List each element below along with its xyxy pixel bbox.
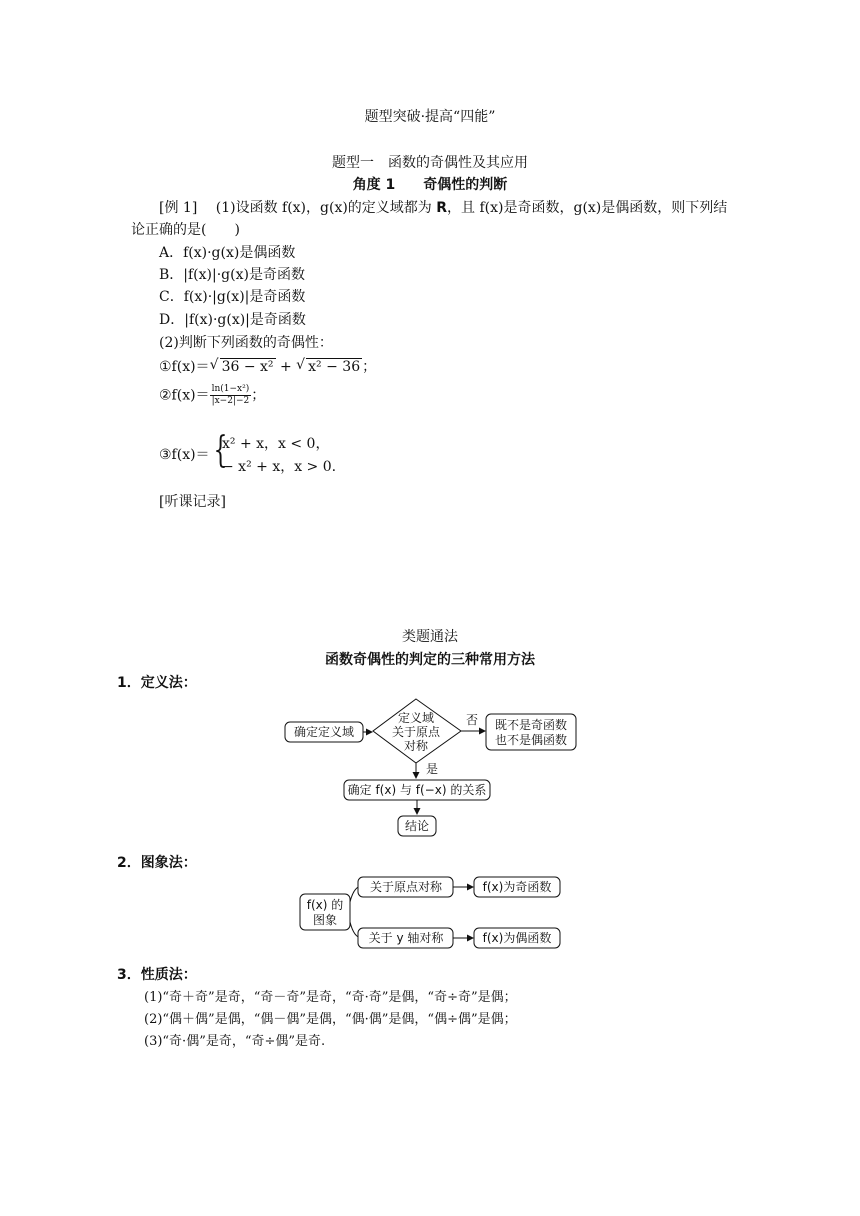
angle-title: 角度 1 奇偶性的判断: [352, 177, 508, 193]
example-part1-a: (1)设函数: [215, 200, 283, 216]
f2-fraction: [210, 384, 252, 407]
notes-label: [听课记录]: [159, 494, 226, 510]
graph-flowchart: [296, 872, 566, 952]
method-1-label: 1．定义法：: [117, 675, 197, 691]
function-2: [159, 384, 265, 407]
topic-title: 题型一 函数的奇偶性及其应用: [332, 155, 528, 171]
option-d: D．|f(x)·g(x)|是奇函数: [159, 312, 306, 328]
graph-start-line-1: f(x) 的: [306, 898, 344, 912]
part2-heading: (2)判断下列函数的奇偶性：: [159, 335, 333, 351]
graph-start-line-2: 图象: [312, 913, 338, 927]
f2-end: ；: [251, 387, 266, 404]
diamond-line-3: 对称: [403, 739, 429, 753]
f3-case-2: − x² + x，x > 0.: [222, 459, 337, 475]
property-line-2: (2)“偶＋偶”是偶，“偶－偶”是偶，“偶·偶”是偶，“偶÷偶”是偶；: [144, 1012, 517, 1027]
f1-end: ；: [362, 359, 377, 375]
diamond-line-1: 定义域: [397, 711, 435, 725]
option-c: C．f(x)·|g(x)|是奇函数: [159, 289, 306, 305]
method-2-label: 2．图象法：: [117, 855, 197, 871]
section-title: 题型突破·提高“四能”: [364, 109, 496, 125]
f1-radicand-1: 36 − x²: [221, 359, 274, 375]
property-line-1: (1)“奇＋奇”是奇，“奇－奇”是奇，“奇·奇”是偶，“奇÷奇”是偶；: [144, 990, 517, 1005]
no-label: 否: [465, 713, 479, 727]
property-line-3: (3)“奇·偶”是奇，“奇÷偶”是奇.: [144, 1034, 326, 1049]
f2-denominator: |x−2|−2: [211, 396, 250, 406]
sqrt-1: [210, 359, 276, 375]
f1-radicand-2: x² − 36: [308, 359, 361, 375]
example-line-1: [159, 197, 727, 217]
f2-numerator: ln(1−x²): [210, 384, 252, 396]
f3-brace: {: [213, 430, 228, 471]
method-title: 类题通法: [402, 629, 458, 645]
diamond-line-2: 关于原点: [391, 725, 441, 739]
example-part1-c: ，且 f(x)是奇函数，g(x)是偶函数，则下列结: [447, 200, 728, 216]
no-result-line-1: 既不是奇函数: [494, 718, 568, 732]
f1-prefix: ①f(x)＝: [159, 359, 210, 375]
function-1: [159, 356, 376, 376]
example-part1-R: R: [436, 200, 448, 216]
f3-case-1: x² + x，x < 0，: [222, 436, 330, 452]
example-part1-b: f(x)，g(x)的定义域都为: [282, 200, 437, 216]
upper-result-label: f(x)为奇函数: [482, 880, 552, 894]
upper-label: 关于原点对称: [369, 880, 443, 894]
lower-result-label: f(x)为偶函数: [482, 931, 552, 945]
method-3-label: 3．性质法：: [117, 967, 197, 983]
step2-label: 确定 f(x) 与 f(−x) 的关系: [347, 783, 487, 797]
sqrt-2: [296, 359, 362, 375]
f2-prefix: ②f(x)＝: [159, 387, 210, 404]
f3-prefix: ③f(x)＝: [159, 447, 210, 463]
end-label: 结论: [404, 819, 430, 833]
f1-plus: +: [275, 359, 297, 375]
start-label: 确定定义域: [293, 725, 355, 739]
yes-label: 是: [426, 762, 439, 776]
lower-label: 关于 y 轴对称: [368, 931, 444, 945]
option-b: B．|f(x)|·g(x)是奇函数: [159, 267, 305, 283]
definition-flowchart: [280, 694, 600, 840]
no-result-line-2: 也不是偶函数: [494, 733, 568, 747]
method-subtitle: 函数奇偶性的判定的三种常用方法: [325, 652, 535, 668]
example-line-2: 论正确的是( ): [131, 222, 240, 238]
example-tag: [例 1]: [159, 200, 198, 216]
option-a: A．f(x)·g(x)是偶函数: [159, 245, 296, 261]
